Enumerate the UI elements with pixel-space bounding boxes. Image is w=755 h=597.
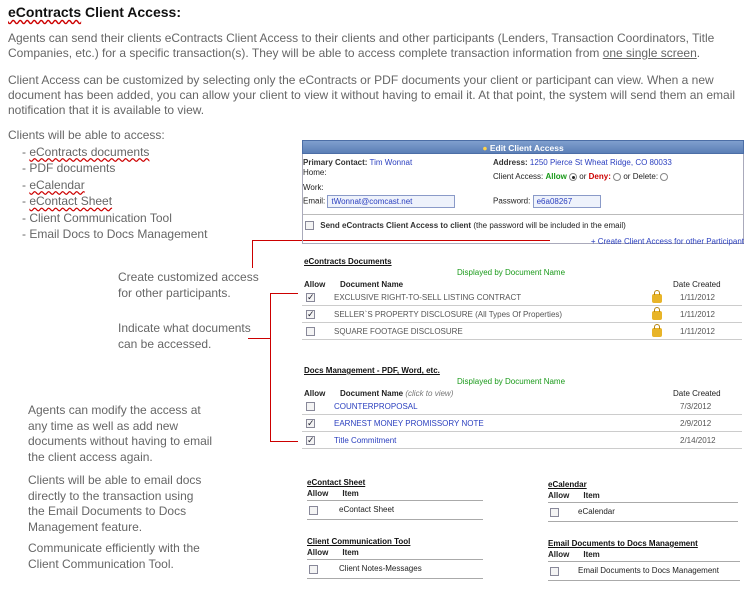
- docs-title: Docs Management - PDF, Word, etc.: [304, 366, 440, 375]
- col-allow: Allow: [304, 389, 326, 398]
- primary-contact: Tim Wonnat: [369, 158, 413, 167]
- table-row: COUNTERPROPOSAL 7/3/2012: [302, 399, 742, 415]
- col-allow: Allow: [304, 280, 326, 289]
- edit-client-access-panel: ● Edit Client Access Primary Contact: Tim Wonnat Home: Work: Email: tWonnat@comcast.net Address: 1250 Pierce St Wheat Ridge, CO 80033 Client Access: Allow or Deny: or Delete: Password: e6a08267 Send eContracts Client Access to client (the password will be included in the email) + Create Client Access for other Participant: [302, 140, 744, 244]
- customize-paragraph: Client Access can be customized by selecting only the eContracts or PDF documents your client or participant can view. When a new document has been added, you can allow your client to view it without having to email it. At that point, the system will send them an email notification that it is available to view.: [8, 73, 736, 117]
- doc-link[interactable]: COUNTERPROPOSAL: [334, 402, 418, 411]
- row-checkbox[interactable]: [306, 402, 315, 411]
- econtracts-displayed: Displayed by Document Name: [457, 268, 566, 277]
- access-list: [8, 127, 207, 243]
- col-doc: Document Name: [340, 280, 404, 289]
- connector-line: [270, 293, 271, 441]
- email-docs-table: Email Documents to Docs Management Allow Item Email Documents to Docs Management: [548, 539, 740, 581]
- communication-table: Client Communication Tool Allow Item Client Notes-Messages: [307, 537, 483, 579]
- col-date: Date Created: [673, 389, 721, 398]
- lock-icon: [652, 328, 662, 337]
- connector-line: [270, 441, 298, 442]
- row-checkbox[interactable]: [306, 327, 315, 336]
- callout-communicate: Communicate efficiently with the Client Communication Tool.: [28, 541, 200, 571]
- one-screen-text: one single screen: [602, 46, 697, 60]
- home-label: Home:: [303, 168, 327, 177]
- doc-link[interactable]: Title Commitment: [334, 436, 397, 445]
- table-row: ✓ EARNEST MONEY PROMISSORY NOTE 2/9/2012: [302, 416, 742, 432]
- callout-create: Create customized access for other participants.: [118, 270, 259, 300]
- connector-line: [248, 338, 270, 339]
- docs-displayed: Displayed by Document Name: [457, 377, 566, 386]
- work-label: Work:: [303, 183, 324, 192]
- list-item: - Email Docs to Docs Management: [22, 226, 207, 243]
- econtact-checkbox[interactable]: [309, 506, 318, 515]
- table-row: SQUARE FOOTAGE DISCLOSURE 1/11/2012: [302, 324, 742, 340]
- callout-email: Clients will be able to email docs directly to the transaction using the Email Documents to Docs Management feature.: [28, 473, 202, 534]
- callout-indicate: Indicate what documents can be accessed.: [118, 321, 251, 351]
- deny-radio[interactable]: [613, 173, 621, 181]
- callout-modify: Agents can modify the access at any time as well as add new documents without having to email the client access again.: [28, 403, 213, 464]
- table-row: ✓ EXCLUSIVE RIGHT-TO-SELL LISTING CONTRACT 1/11/2012: [302, 290, 742, 306]
- econtracts-title: eContracts Documents: [304, 257, 392, 266]
- list-item: - PDF documents: [22, 160, 207, 177]
- send-access-checkbox[interactable]: [305, 221, 314, 230]
- connector-line: [270, 293, 298, 294]
- ecalendar-checkbox[interactable]: [550, 508, 559, 517]
- col-doc: Document Name (click to view): [340, 389, 454, 398]
- list-item: - Client Communication Tool: [22, 210, 207, 227]
- password-field[interactable]: e6a08267: [533, 195, 601, 208]
- table-row: ✓ SELLER`S PROPERTY DISCLOSURE (All Types Of Properties) 1/11/2012: [302, 307, 742, 323]
- row-checkbox[interactable]: [306, 293, 315, 302]
- email-docs-checkbox[interactable]: [550, 567, 559, 576]
- email-field[interactable]: tWonnat@comcast.net: [327, 195, 455, 208]
- page-title: eContracts Client Access:: [8, 4, 181, 20]
- econtact-table: eContact Sheet Allow Item eContact Sheet: [307, 478, 483, 520]
- ecalendar-table: eCalendar Allow Item eCalendar: [548, 480, 738, 522]
- doc-link[interactable]: EARNEST MONEY PROMISSORY NOTE: [334, 419, 484, 428]
- create-access-link[interactable]: + Create Client Access for other Participant: [590, 237, 744, 246]
- allow-radio[interactable]: [569, 173, 577, 181]
- row-checkbox[interactable]: [306, 436, 315, 445]
- connector-line: [252, 240, 253, 268]
- list-item: - eCalendar: [22, 177, 207, 194]
- lock-icon: [652, 311, 662, 320]
- communication-checkbox[interactable]: [309, 565, 318, 574]
- intro-paragraph: Agents can send their clients eContracts Client Access to their clients and other participants (Lenders, Transaction Coordinators, Title Companies, etc.) for a specific transaction(s). They will be able to access complete transaction information from one single screen.: [8, 31, 715, 60]
- edit-user-icon: ●: [482, 143, 488, 153]
- panel-header: ● Edit Client Access: [302, 140, 744, 154]
- table-row: ✓ Title Commitment 2/14/2012: [302, 433, 742, 449]
- row-checkbox[interactable]: [306, 310, 315, 319]
- lock-icon: [652, 294, 662, 303]
- col-date: Date Created: [673, 280, 721, 289]
- row-checkbox[interactable]: [306, 419, 315, 428]
- address: 1250 Pierce St Wheat Ridge, CO 80033: [529, 158, 672, 167]
- delete-radio[interactable]: [660, 173, 668, 181]
- list-item: - eContact Sheet: [22, 193, 207, 210]
- list-item: - eContracts documents: [22, 144, 207, 161]
- access-heading: Clients will be able to access:: [8, 128, 165, 142]
